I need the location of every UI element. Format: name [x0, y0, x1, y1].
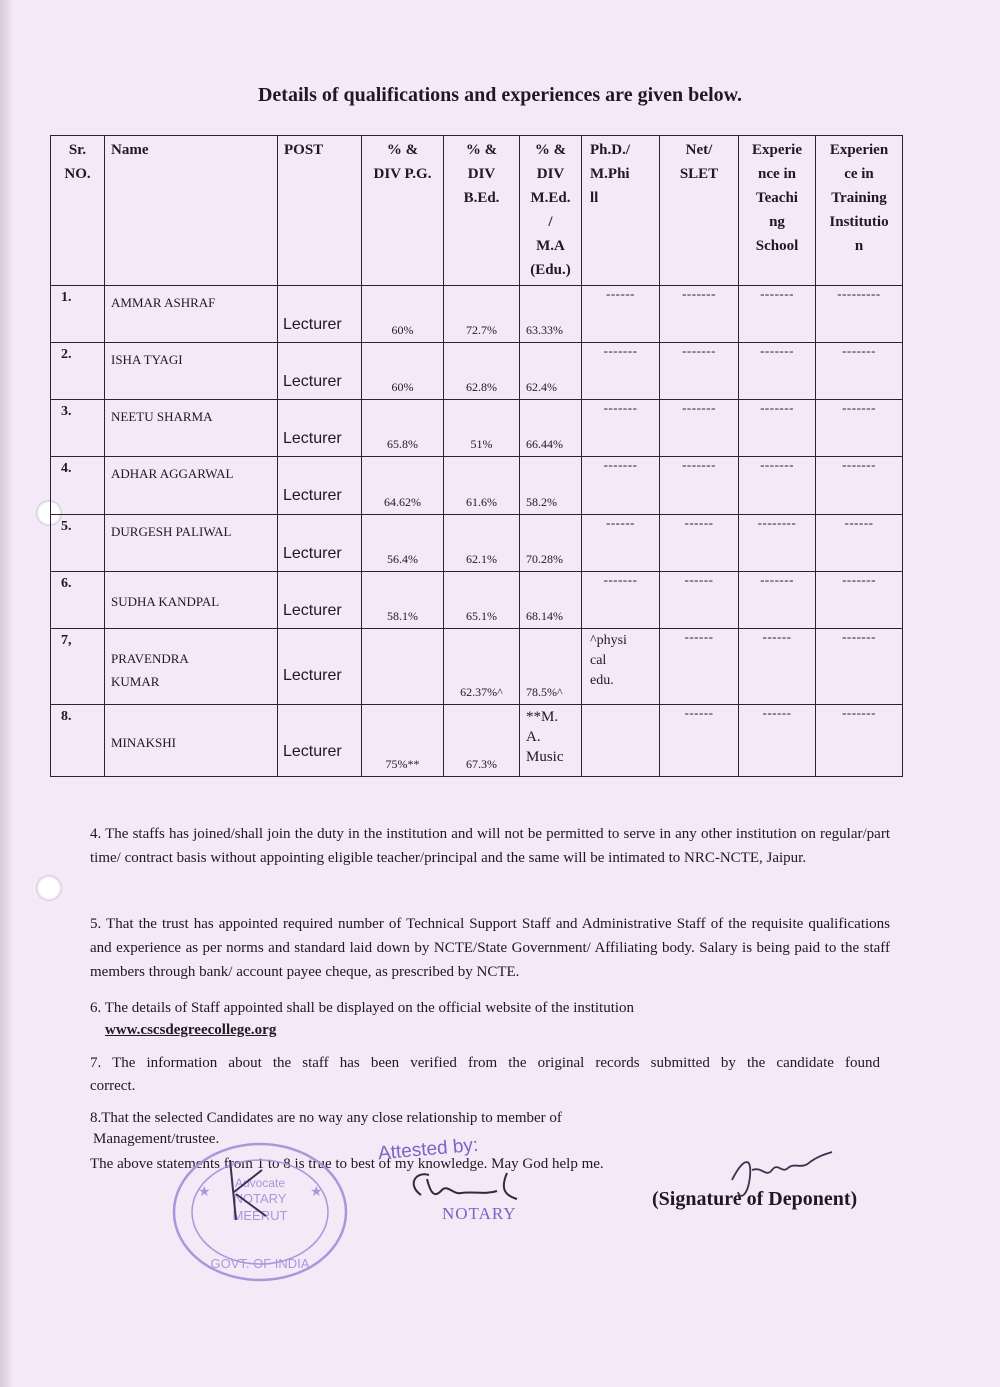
- row-name: AMMAR ASHRAF: [111, 295, 216, 311]
- row-pg: 56.4%: [387, 551, 418, 566]
- row-name: DURGESH PALIWAL: [111, 523, 232, 539]
- paragraph-4: 4. The staffs has joined/shall join the duty in the institution and will not be permitted to serve in any other institution on regular/part time/ contract basis without appointing eligible teacher/principal and the same will be intimated to NRC-NCTE, Jaipur.: [90, 826, 890, 866]
- header-med: % & DIV M.Ed. / M.A (Edu.): [520, 136, 582, 286]
- header-exp-school: Experie nce in Teachi ng School: [739, 136, 816, 286]
- row-pg: 64.62%: [384, 494, 421, 509]
- notary-seal-stamp: [170, 1140, 350, 1285]
- header-post: POST: [278, 136, 362, 286]
- paragraph-5: 5. That the trust has appointed required number of Technical Support Staff and Administrative Staff of the requisite qualifications and experience as per norms and standard laid down by NCTE/State Government/ Affiliating body. Salary is being paid to the staff members through bank/ account payee cheque, as prescribed by NCTE.: [90, 916, 890, 980]
- row-pg: 60%: [391, 380, 414, 395]
- row-net: ------: [684, 514, 714, 530]
- row-post: Lecturer: [283, 544, 342, 562]
- row-post: Lecturer: [283, 316, 342, 334]
- row-med: **M. A. Music: [526, 708, 564, 765]
- paragraph-8: 8.That the selected Candidates are no way any close relationship to member of: [90, 1110, 562, 1126]
- table-row: [51, 343, 903, 400]
- row-post: Lecturer: [283, 430, 342, 448]
- notary-stamp-label: NOTARY: [442, 1204, 517, 1223]
- row-exp-training: -------: [842, 571, 876, 587]
- row-name: NEETU SHARMA: [111, 409, 213, 425]
- row-pg: 58.1%: [387, 608, 418, 623]
- row-sr: 4.: [61, 461, 72, 477]
- row-exp-school: ------: [762, 704, 792, 720]
- row-exp-training: -------: [842, 628, 876, 644]
- paragraph-7-end: correct.: [90, 1078, 136, 1094]
- row-phd: ^physi cal edu.: [590, 632, 627, 688]
- svg-text:MEERUT: MEERUT: [232, 1208, 288, 1223]
- table-row: [51, 628, 903, 704]
- row-phd: ------: [606, 286, 635, 302]
- row-pg: 75%**: [385, 757, 420, 771]
- row-med: 62.4%: [526, 380, 557, 395]
- row-phd: ------: [606, 514, 635, 530]
- table-row: [51, 571, 903, 628]
- svg-text:Advocate: Advocate: [234, 1176, 286, 1190]
- row-bed: 65.1%: [466, 608, 497, 623]
- closing-statement: The above statements from 1 to 8 is true to best of my knowledge. May God help me.: [90, 1156, 604, 1172]
- row-sr: 7,: [61, 632, 72, 648]
- header-net: Net/ SLET: [660, 136, 739, 286]
- svg-text:GOVT. OF INDIA: GOVT. OF INDIA: [210, 1256, 310, 1271]
- row-exp-training: -------: [842, 457, 876, 473]
- row-pg: 65.8%: [387, 437, 418, 452]
- row-post: Lecturer: [283, 601, 342, 619]
- row-bed: 67.3%: [466, 757, 497, 771]
- row-net: ------: [684, 628, 714, 644]
- table-row: [51, 704, 903, 776]
- row-exp-school: -------: [760, 571, 794, 587]
- row-exp-school: -------: [760, 400, 794, 416]
- signature-of-deponent-label: (Signature of Deponent): [652, 1188, 858, 1210]
- row-exp-training: ---------: [837, 286, 881, 302]
- row-post: Lecturer: [283, 373, 342, 391]
- page-title: Details of qualifications and experiences are given below.: [257, 84, 743, 106]
- row-name: MINAKSHI: [111, 734, 176, 750]
- row-bed: 61.6%: [466, 494, 497, 509]
- table-row: [51, 400, 903, 457]
- paragraph-6: 6. The details of Staff appointed shall be displayed on the official website of the institution: [90, 1000, 635, 1016]
- row-net: -------: [682, 286, 716, 302]
- row-bed: 51%: [470, 437, 493, 452]
- row-pg: 60%: [391, 323, 414, 338]
- row-net: -------: [682, 457, 716, 473]
- row-sr: 8.: [61, 708, 72, 724]
- row-name: PRAVENDRA KUMAR: [111, 650, 189, 689]
- svg-text:NOTARY: NOTARY: [233, 1191, 287, 1206]
- row-sr: 3.: [61, 404, 72, 420]
- row-post: Lecturer: [283, 487, 342, 505]
- qualifications-table: [50, 135, 903, 777]
- row-bed: 62.1%: [466, 551, 497, 566]
- row-post: Lecturer: [283, 742, 342, 760]
- row-med: 70.28%: [526, 551, 563, 566]
- row-med: 68.14%: [526, 608, 563, 623]
- row-phd: -------: [603, 571, 638, 587]
- header-sr: Sr. NO.: [51, 136, 105, 286]
- row-phd: -------: [603, 343, 638, 359]
- row-post: Lecturer: [283, 666, 342, 684]
- row-net: ------: [684, 571, 714, 587]
- row-exp-training: -------: [842, 704, 876, 720]
- table-row: [51, 286, 903, 343]
- row-net: -------: [682, 400, 716, 416]
- row-net: ------: [684, 704, 714, 720]
- row-name: SUDHA KANDPAL: [111, 593, 220, 609]
- row-sr: 1.: [61, 290, 72, 306]
- row-exp-school: ------: [762, 628, 792, 644]
- row-exp-training: -------: [842, 400, 876, 416]
- row-exp-school: -------: [760, 343, 794, 359]
- svg-text:★: ★: [198, 1185, 211, 1200]
- row-sr: 6.: [61, 575, 72, 591]
- row-name: ISHA TYAGI: [111, 352, 183, 368]
- table-header-row: [51, 136, 903, 286]
- row-exp-training: ------: [844, 514, 874, 530]
- header-exp-training: Experien ce in Training Institutio n: [816, 136, 903, 286]
- row-sr: 2.: [61, 347, 72, 363]
- header-phd: Ph.D./ M.Phi ll: [582, 136, 660, 286]
- svg-text:★: ★: [310, 1185, 323, 1200]
- row-name: ADHAR AGGARWAL: [111, 466, 234, 482]
- row-net: -------: [682, 343, 716, 359]
- row-exp-training: -------: [842, 343, 876, 359]
- row-phd: -------: [603, 400, 638, 416]
- header-bed: % & DIV B.Ed.: [444, 136, 520, 286]
- paragraph-7: 7. The information about the staff has been verified from the original records submitted by the candidate found: [90, 1055, 880, 1071]
- paragraph-8-end: Management/trustee.: [93, 1131, 220, 1147]
- row-phd: -------: [603, 457, 638, 473]
- punch-hole: [36, 875, 62, 901]
- table-row: [51, 514, 903, 571]
- table-row: [51, 457, 903, 514]
- header-name: Name: [105, 136, 278, 286]
- row-med: 78.5%^: [526, 684, 563, 699]
- row-sr: 5.: [61, 518, 72, 534]
- row-med: 66.44%: [526, 437, 563, 452]
- row-bed: 72.7%: [466, 323, 497, 338]
- row-exp-school: --------: [757, 514, 797, 530]
- attested-by-stamp: Attested by:: [377, 1134, 480, 1165]
- row-bed: 62.37%^: [460, 684, 503, 699]
- website-link[interactable]: www.cscsdegreecollege.org: [105, 1022, 277, 1038]
- row-med: 58.2%: [526, 494, 557, 509]
- header-pg: % & DIV P.G.: [362, 136, 444, 286]
- row-bed: 62.8%: [466, 380, 497, 395]
- page-edge: [0, 0, 14, 1387]
- row-med: 63.33%: [526, 323, 563, 338]
- row-exp-school: -------: [760, 286, 794, 302]
- row-exp-school: -------: [760, 457, 794, 473]
